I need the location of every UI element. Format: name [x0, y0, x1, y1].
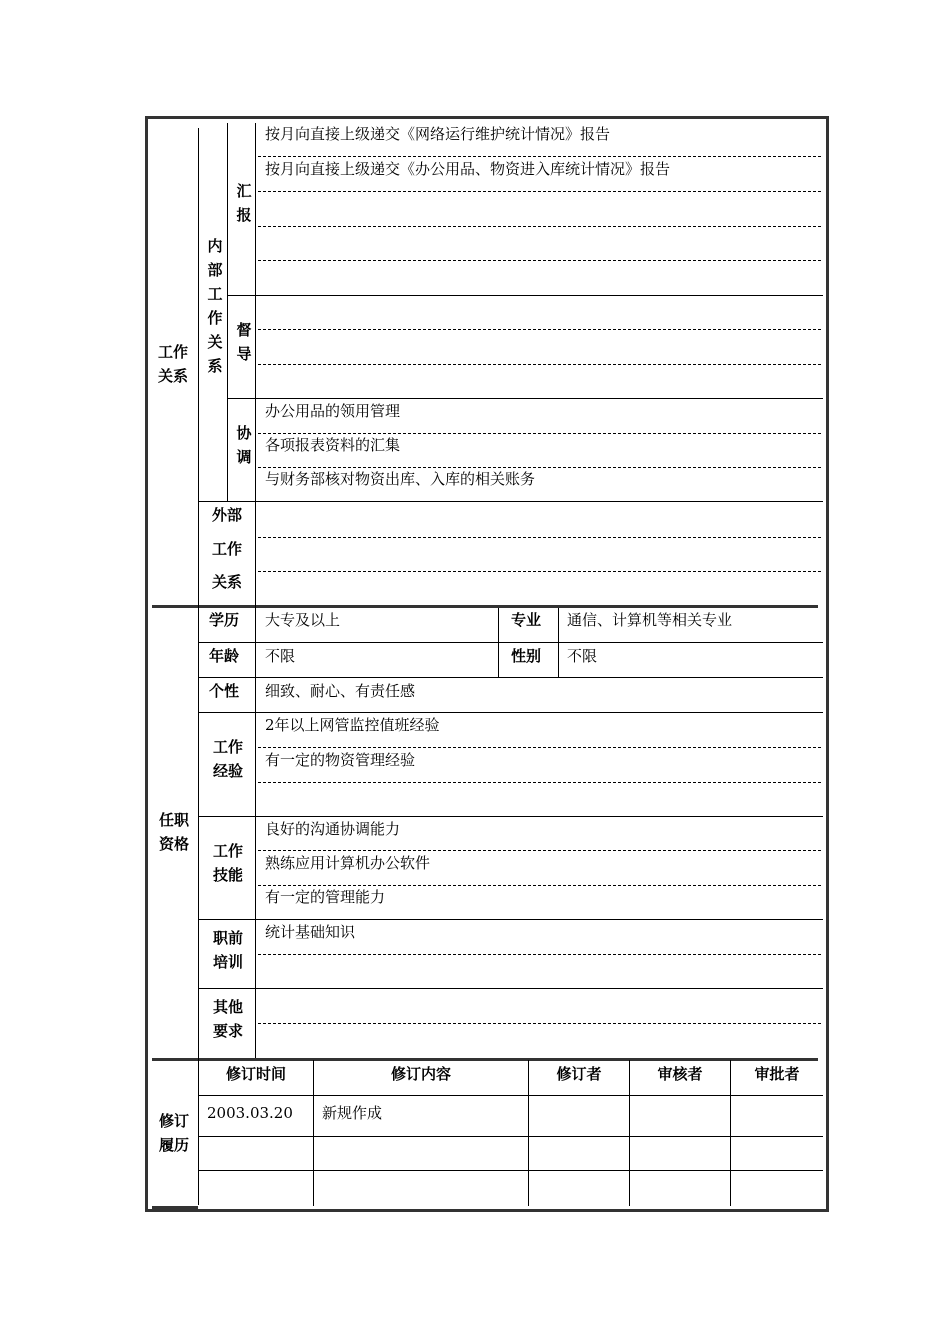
grid-line: [198, 1170, 823, 1171]
major-label: 专业: [510, 611, 541, 629]
training-label: 职前培训: [212, 929, 243, 971]
report-item: 按月向直接上级递交《网络运行维护统计情况》报告: [265, 125, 611, 143]
grid-line: [558, 608, 559, 678]
age-label: 年龄: [208, 647, 239, 665]
dashed-line: [258, 260, 821, 261]
coordinate-item: 与财务部核对物资出库、入库的相关账务: [265, 470, 536, 488]
dashed-line: [258, 156, 821, 157]
other-label: 其他要求: [212, 998, 243, 1040]
grid-line: [198, 712, 823, 713]
dashed-line: [258, 1023, 821, 1024]
revision-header-reviewer: 审核者: [657, 1065, 703, 1083]
experience-label: 工作经验: [212, 738, 243, 780]
grid-line: [255, 123, 256, 1058]
internal-relations-label: 内部工作关系: [207, 237, 223, 375]
dashed-line: [258, 329, 821, 330]
grid-line: [227, 123, 228, 501]
grid-line: [198, 677, 823, 678]
section-divider: [152, 605, 818, 608]
revision-header-approver: 审批者: [754, 1065, 800, 1083]
gender-label: 性别: [510, 647, 541, 665]
external-label-line: 外部: [211, 506, 242, 524]
grid-line: [198, 988, 823, 989]
revision-header-time: 修订时间: [225, 1065, 286, 1083]
dashed-line: [258, 571, 821, 572]
coordinate-item: 各项报表资料的汇集: [265, 436, 401, 454]
grid-line: [198, 128, 199, 1205]
section-divider: [152, 1206, 198, 1209]
experience-item: 2年以上网管监控值班经验: [265, 716, 440, 734]
personality-value: 细致、耐心、有责任感: [265, 682, 416, 700]
section-label-work-relations: 工作关系: [157, 343, 188, 385]
dashed-line: [258, 226, 821, 227]
dashed-line: [258, 885, 821, 886]
grid-line: [227, 295, 823, 296]
external-label-line: 工作: [211, 540, 242, 558]
grid-line: [198, 919, 823, 920]
dashed-line: [258, 537, 821, 538]
revision-row-content: 新规作成: [322, 1104, 383, 1122]
coordinate-label: 协调: [236, 424, 252, 466]
section-divider: [152, 1058, 818, 1061]
revision-header-reviser: 修订者: [556, 1065, 602, 1083]
personality-label: 个性: [208, 682, 239, 700]
coordinate-item: 办公用品的领用管理: [265, 402, 401, 420]
dashed-line: [258, 364, 821, 365]
education-label: 学历: [208, 611, 239, 629]
section-label-qualifications: 任职资格: [158, 811, 189, 853]
grid-line: [198, 1136, 823, 1137]
skills-item: 有一定的管理能力: [265, 888, 386, 906]
dashed-line: [258, 433, 821, 434]
revision-row-time: 2003.03.20: [207, 1104, 293, 1122]
grid-line: [498, 608, 499, 678]
grid-line: [227, 398, 823, 399]
experience-item: 有一定的物资管理经验: [265, 751, 416, 769]
skills-label: 工作技能: [212, 842, 243, 884]
dashed-line: [258, 467, 821, 468]
dashed-line: [258, 747, 821, 748]
report-item: 按月向直接上级递交《办公用品、物资进入库统计情况》报告: [265, 160, 671, 178]
dashed-line: [258, 191, 821, 192]
grid-line: [198, 816, 823, 817]
age-value: 不限: [265, 647, 296, 665]
revision-header-content: 修订内容: [390, 1065, 451, 1083]
skills-item: 熟练应用计算机办公软件: [265, 854, 431, 872]
grid-line: [198, 1095, 823, 1096]
major-value: 通信、计算机等相关专业: [567, 611, 733, 629]
supervise-label: 督导: [236, 321, 252, 363]
report-label: 汇报: [236, 182, 252, 224]
skills-item: 良好的沟通协调能力: [265, 820, 401, 838]
grid-line: [198, 642, 823, 643]
dashed-line: [258, 850, 821, 851]
dashed-line: [258, 954, 821, 955]
education-value: 大专及以上: [265, 611, 341, 629]
section-label-revision: 修订履历: [158, 1112, 189, 1154]
gender-value: 不限: [567, 647, 598, 665]
grid-line: [198, 501, 823, 502]
dashed-line: [258, 782, 821, 783]
training-item: 统计基础知识: [265, 923, 356, 941]
external-label-line: 关系: [211, 573, 242, 591]
